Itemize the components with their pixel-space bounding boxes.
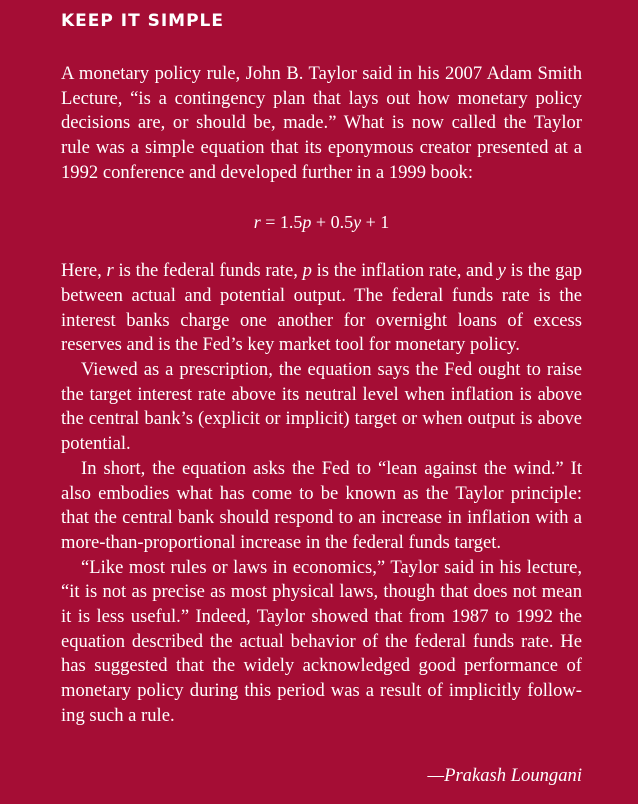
- sidebar-body: [61, 62, 582, 729]
- sidebar-heading: KEEP IT SIMPLE: [61, 11, 225, 31]
- equation-var-r: r: [253, 211, 261, 232]
- equation-part-2: + 0.5: [311, 211, 354, 232]
- paragraph-lecture-quote: “Like most rules or laws in economics,” Taylor said in his lecture, “it is not as precise as most physical laws, though that does not mean it is less useful.” Indeed, Taylor showed that from 1987 to 1992 the equation described the actual behavior of the federal funds rate. He has suggested that the widely acknowledged good performance of monetary policy during this period was a result of implicitly following such a rule.: [61, 556, 582, 726]
- taylor-rule-equation: [61, 210, 582, 235]
- author-signature: —Prakash Loungani: [427, 765, 582, 786]
- paragraph-taylor-principle: In short, the equation asks the Fed to “lean against the wind.” It also embodies what has come to be known as the Taylor principle: that the central bank should respond to an increase in inflation with a more-than-proportional increase in the federal funds target.: [61, 457, 582, 553]
- paragraph-definitions: [61, 259, 582, 358]
- definitions-text-4: is the gap between actual and potential output. The federal funds rate is the interest banks charge one another for overnight loans of excess reserves and is the Fed’s key market tool for monetary policy.: [61, 260, 582, 356]
- equation-var-p: p: [302, 211, 312, 232]
- definitions-text-3: is the inflation rate, and: [311, 260, 498, 282]
- definitions-text-1: Here,: [61, 260, 107, 282]
- paragraph-prescription: Viewed as a prescription, the equation says the Fed ought to raise the target interest rate above its neutral level when inflation is above the central bank’s (explicit or implicit) target or when output is above potential.: [61, 359, 582, 455]
- equation-part-1: = 1.5: [260, 211, 303, 232]
- definitions-text-2: is the federal funds rate,: [113, 260, 303, 282]
- equation-var-y: y: [353, 211, 362, 232]
- paragraph-intro: A monetary policy rule, John B. Taylor said in his 2007 Adam Smith Lecture, “is a contingency plan that lays out how monetary policy decisions are, or should be, made.” What is now called the Taylor rule was a simple equation that its eponymous creator presented at a 1992 conference and developed further in a 1999 book:: [61, 63, 582, 183]
- definitions-var-r: r: [106, 260, 114, 282]
- definitions-var-p: p: [302, 260, 312, 282]
- equation-part-3: + 1: [361, 211, 390, 232]
- definitions-var-y: y: [497, 260, 506, 282]
